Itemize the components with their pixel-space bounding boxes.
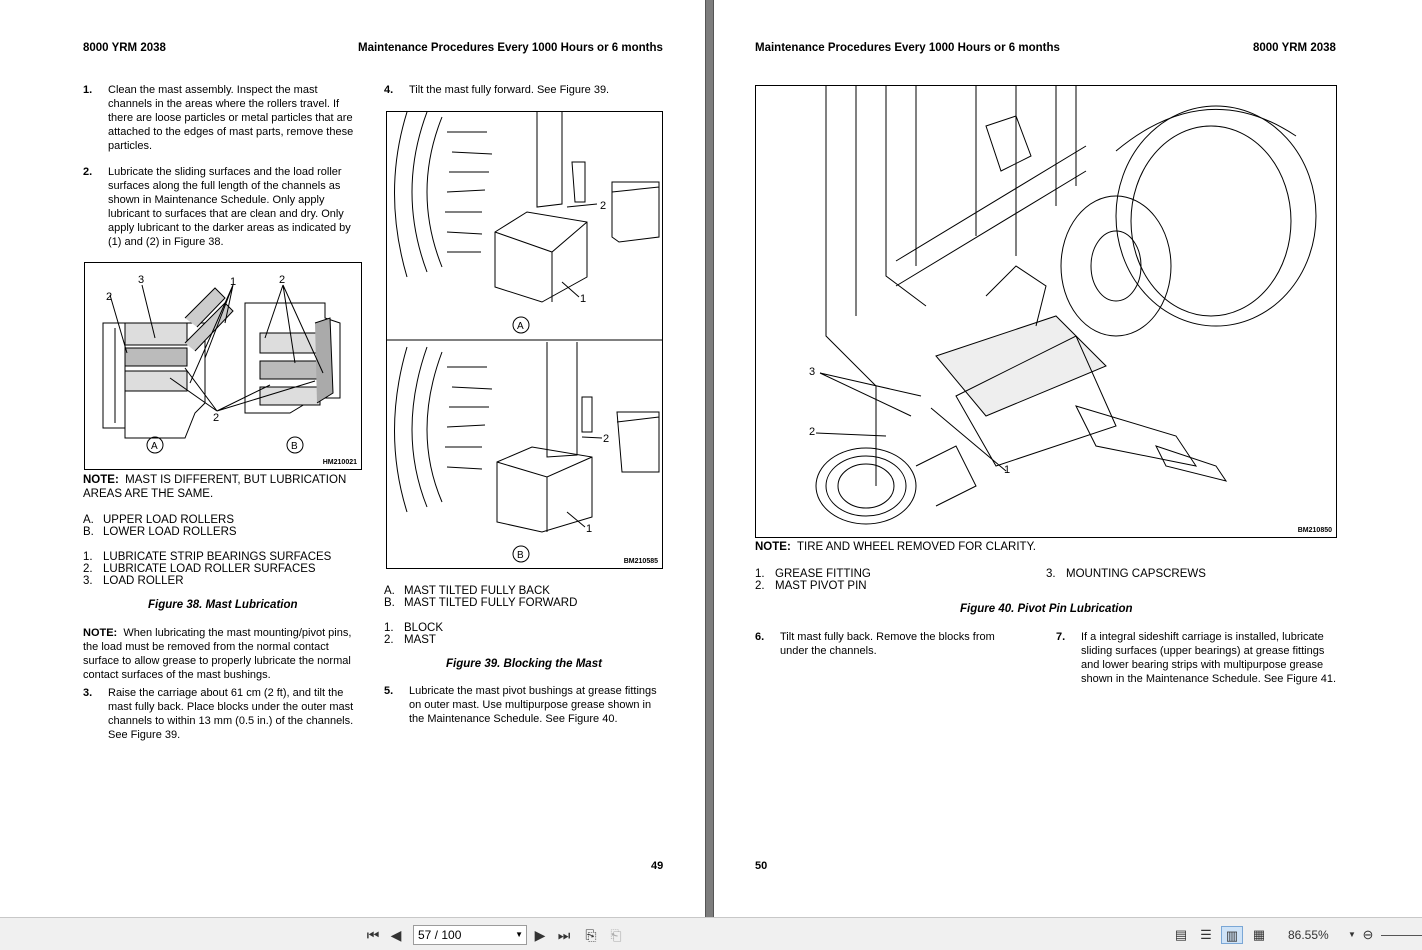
- figure-39-caption: Figure 39. Blocking the Mast: [446, 658, 602, 670]
- fig38-callout-2: 2: [106, 291, 113, 303]
- fig39-number-legend: [384, 622, 443, 646]
- step-number: 4.: [384, 84, 394, 96]
- step-number: 2.: [83, 166, 93, 178]
- figure-39-diagram: [386, 111, 663, 569]
- page-number: 49: [651, 860, 664, 872]
- note-pivot-pins: [83, 626, 363, 682]
- fig38-number-legend: [83, 551, 331, 587]
- note-fig38: [83, 473, 363, 501]
- continuous-facing-view-icon[interactable]: ▦: [1252, 927, 1266, 942]
- page-indicator: 57 / 100: [418, 928, 462, 942]
- facing-view-icon[interactable]: ▥: [1221, 926, 1243, 944]
- note-fig40: [755, 540, 1255, 554]
- step-4-text: Tilt the mast fully forward. See Figure 39.: [409, 84, 610, 96]
- legend-item: B. MAST TILTED FULLY FORWARD: [384, 597, 578, 609]
- note-text: When lubricating the mast mounting/pivot pins, the load must be removed from the normal contact surface to allow grease to properly lubricate the normal contact surfaces of the mast bushings.: [83, 627, 352, 681]
- legend-item: 2. LUBRICATE LOAD ROLLER SURFACES: [83, 563, 316, 575]
- legend-item: 1. GREASE FITTING: [755, 568, 871, 580]
- previous-view-icon[interactable]: ⎘: [585, 927, 597, 943]
- fig38-label-a: A: [151, 441, 158, 452]
- page-50: [714, 0, 1422, 917]
- bottom-toolbar: [0, 917, 1422, 950]
- fig39-callout-2b: 2: [603, 433, 610, 445]
- legend-item: B. LOWER LOAD ROLLERS: [83, 526, 237, 538]
- zoom-out-icon[interactable]: ⊖: [1362, 927, 1374, 942]
- step-3-text: Raise the carriage about 61 cm (2 ft), and tilt the mast fully back. Place blocks under the outer mast channels to within 13 mm (0.5 in.) of the channels. See Figure 39.: [108, 687, 354, 741]
- zoom-level: 86.55%: [1288, 928, 1329, 942]
- fig38-label-b: B: [291, 441, 298, 452]
- last-page-icon[interactable]: ⏭: [557, 927, 571, 943]
- continuous-view-icon[interactable]: ☰: [1200, 927, 1212, 942]
- pivot-pin-drawing: [756, 86, 1337, 538]
- step-1-text: Clean the mast assembly. Inspect the mast channels in the areas where the rollers travel. If there are loose particles or metal particles that are attached to the edges of mast parts, remove these particles.: [108, 84, 354, 152]
- note-text: MAST IS DIFFERENT, BUT LUBRICATION AREAS ARE THE SAME.: [83, 474, 347, 500]
- doc-id-header: 8000 YRM 2038: [1253, 42, 1336, 54]
- fig40-callout-1: 1: [1004, 464, 1011, 476]
- fig39-callout-1b: 1: [586, 523, 593, 535]
- legend-item: 2. MAST PIVOT PIN: [755, 580, 867, 592]
- note-text: TIRE AND WHEEL REMOVED FOR CLARITY.: [796, 541, 1036, 553]
- page-number: 50: [755, 860, 768, 872]
- legend-item: 3. LOAD ROLLER: [83, 575, 184, 587]
- figure-code: BM210585: [623, 558, 658, 565]
- step-7-text: If a integral sideshift carriage is installed, lubricate sliding surfaces (upper bearings) at grease fittings and lower bearing strips with multipurpose grease shown in the Maintenance Schedule. See Figure 41.: [1081, 631, 1336, 685]
- step-number: 7.: [1056, 631, 1066, 643]
- single-page-view-icon[interactable]: ▤: [1174, 927, 1188, 942]
- fig39-letter-legend: [384, 585, 577, 609]
- fig38-callout-1: 1: [230, 276, 237, 288]
- step-6-text: Tilt mast fully back. Remove the blocks from under the channels.: [780, 631, 995, 657]
- page-gutter: [705, 0, 714, 917]
- previous-page-icon[interactable]: ◀: [390, 927, 402, 943]
- chevron-down-icon[interactable]: ▼: [515, 930, 523, 939]
- zoom-dropdown-icon[interactable]: ▼: [1348, 930, 1356, 939]
- fig40-callout-2: 2: [809, 426, 816, 438]
- legend-item: A. UPPER LOAD ROLLERS: [83, 514, 235, 526]
- step-number: 3.: [83, 687, 93, 699]
- section-header: Maintenance Procedures Every 1000 Hours or 6 months: [358, 42, 663, 54]
- blocking-mast-drawing: [387, 112, 663, 569]
- note-label: NOTE:: [83, 474, 119, 486]
- fig40-legend-col2: [1046, 568, 1206, 580]
- legend-item: A. MAST TILTED FULLY BACK: [384, 585, 550, 597]
- figure-38-diagram: [84, 262, 362, 470]
- figure-40-diagram: [755, 85, 1337, 538]
- step-2-text: Lubricate the sliding surfaces and the load roller surfaces along the full length of the channels as shown in Maintenance Schedule. Only apply lubricant to surfaces that are clean and dry. Only apply lubricant to the darker areas as indicated by (1) and (2) in Figure 38.: [108, 166, 351, 248]
- first-page-icon[interactable]: ⏮: [366, 927, 380, 943]
- step-number: 6.: [755, 631, 765, 643]
- step-number: 1.: [83, 84, 93, 96]
- legend-item: 1. BLOCK: [384, 622, 443, 634]
- step-5-text: Lubricate the mast pivot bushings at grease fittings on outer mast. Use multipurpose grease shown in the Maintenance Schedule. See Figure 40.: [409, 685, 657, 725]
- fig39-label-b: B: [517, 550, 524, 561]
- fig39-callout-1: 1: [580, 293, 587, 305]
- step-number: 5.: [384, 685, 394, 697]
- fig40-callout-3: 3: [809, 366, 816, 378]
- section-header: Maintenance Procedures Every 1000 Hours or 6 months: [755, 42, 1060, 54]
- zoom-slider[interactable]: [1381, 935, 1422, 936]
- fig40-legend-col1: [755, 568, 871, 592]
- figure-38-caption: Figure 38. Mast Lubrication: [148, 599, 298, 611]
- fig39-callout-2: 2: [600, 200, 607, 212]
- legend-item: 1. LUBRICATE STRIP BEARINGS SURFACES: [83, 551, 332, 563]
- fig38-callout-2b: 2: [279, 274, 286, 286]
- page-49: [0, 0, 705, 917]
- figure-code: HM210021: [322, 459, 357, 466]
- note-label: NOTE:: [755, 541, 791, 553]
- figure-40-caption: Figure 40. Pivot Pin Lubrication: [960, 603, 1133, 615]
- next-page-icon[interactable]: ▶: [534, 927, 546, 943]
- fig39-label-a: A: [517, 321, 524, 332]
- mast-lubrication-drawing: [85, 263, 362, 470]
- next-view-icon[interactable]: ⎗: [610, 927, 622, 943]
- fig38-letter-legend: [83, 514, 237, 538]
- legend-item: 3. MOUNTING CAPSCREWS: [1046, 568, 1206, 580]
- doc-id-header: 8000 YRM 2038: [83, 42, 166, 54]
- fig38-callout-2c: 2: [213, 412, 220, 424]
- note-label: NOTE:: [83, 627, 118, 639]
- legend-item: 2. MAST: [384, 634, 436, 646]
- fig38-callout-3: 3: [138, 274, 145, 286]
- figure-code: BM210850: [1297, 527, 1332, 534]
- page-number-field[interactable]: [413, 925, 527, 945]
